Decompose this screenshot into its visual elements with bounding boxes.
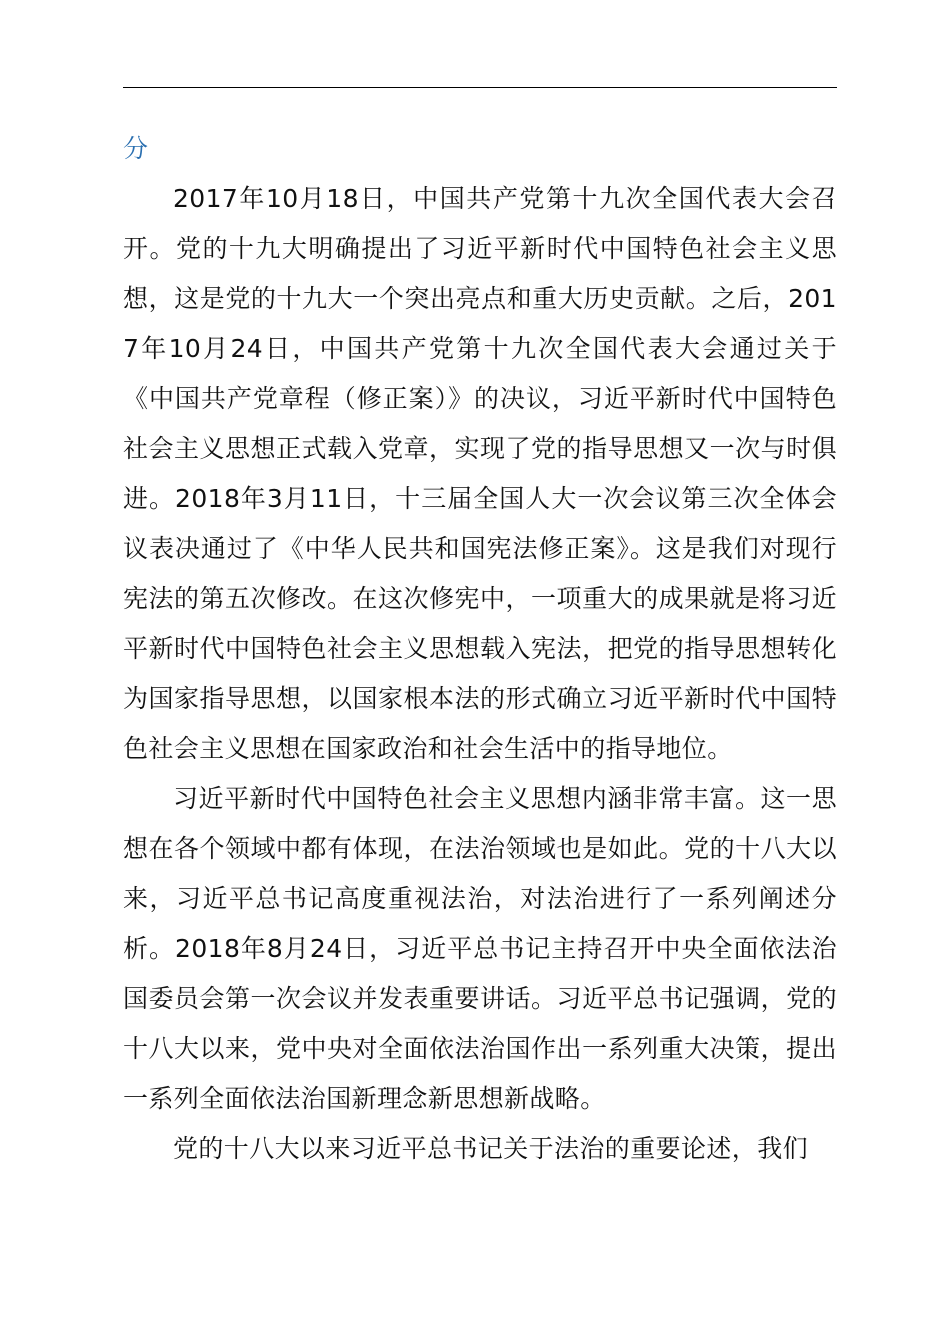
header-rule: [123, 87, 837, 88]
paragraph-3: 党的十八大以来习近平总书记关于法治的重要论述，我们: [173, 1134, 809, 1163]
heading-fragment: 分: [123, 134, 149, 163]
paragraph-1: 2017年10月18日，中国共产党第十九次全国代表大会召开。党的十九大明确提出了习近平新时代中国特色社会主义思想，这是党的十九大一个突出亮点和重大历史贡献。之后，2017年10月24日，中国共产党第十九次全国代表大会通过关于《中国共产党章程（修正案）》的决议，习近平新时代中国特色社会主义思想正式载入党章，实现了党的指导思想又一次与时俱进。2018年3月11日，十三届全国人大一次会议第三次全体会议表决通过了《中华人民共和国宪法修正案》。这是我们对现行宪法的第五次修改。在这次修宪中，一项重大的成果就是将习近平新时代中国特色社会主义思想载入宪法，把党的指导思想转化为国家指导思想，以国家根本法的形式确立习近平新时代中国特色社会主义思想在国家政治和社会生活中的指导地位。: [123, 184, 837, 763]
body-text: [123, 124, 837, 1174]
paragraph-2: 习近平新时代中国特色社会主义思想内涵非常丰富。这一思想在各个领域中都有体现，在法治领域也是如此。党的十八大以来，习近平总书记高度重视法治，对法治进行了一系列阐述分析。2018年8月24日，习近平总书记主持召开中央全面依法治国委员会第一次会议并发表重要讲话。习近平总书记强调，党的十八大以来，党中央对全面依法治国作出一系列重大决策，提出一系列全面依法治国新理念新思想新战略。: [123, 784, 837, 1113]
